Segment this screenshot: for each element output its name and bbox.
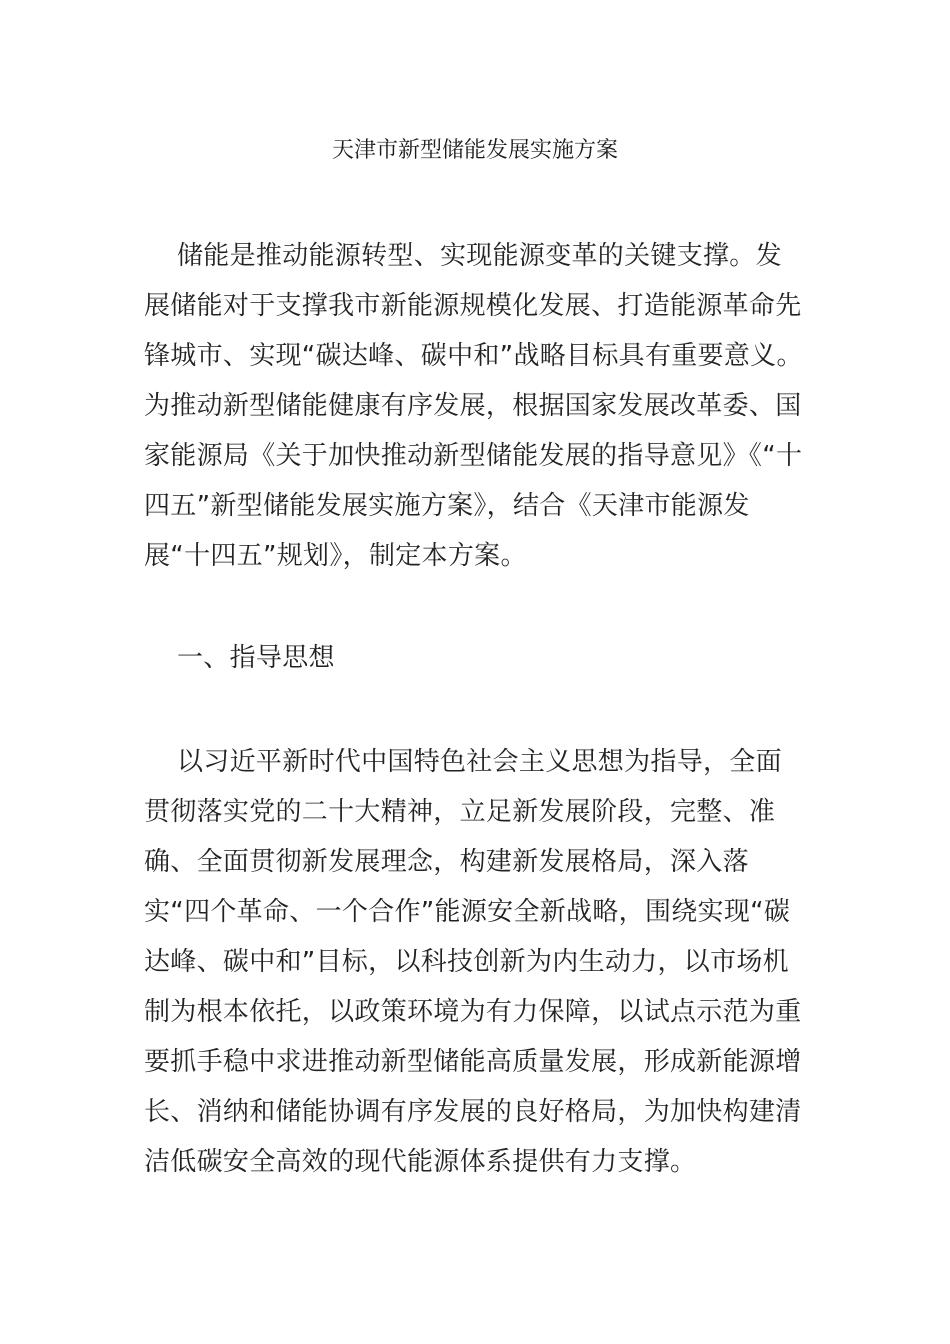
intro-paragraph: 储能是推动能源转型、实现能源变革的关键支撑。发展储能对于支撑我市新能源规模化发展、打造能源革命先锋城市、实现“碳达峰、碳中和”战略目标具有重要意义。为推动新型储能健康有序发展，根据国家发展改革委、国家能源局《关于加快推动新型储能发展的指导意见》《“十四五”新型储能发展实施方案》，结合《天津市能源发展“十四五”规划》，制定本方案。: [144, 241, 803, 571]
document-title: 天津市新型储能发展实施方案: [331, 138, 618, 163]
section-heading-guiding-ideology: 一、指导思想: [177, 643, 335, 673]
guiding-ideology-paragraph: 以习近平新时代中国特色社会主义思想为指导，全面贯彻落实党的二十大精神，立足新发展阶段，完整、准确、全面贯彻新发展理念，构建新发展格局，深入落实“四个革命、一个合作”能源安全新战略，围绕实现“碳达峰、碳中和”目标，以科技创新为内生动力，以市场机制为根本依托，以政策环境为有力保障，以试点示范为重要抓手稳中求进推动新型储能高质量发展，形成新能源增长、消纳和储能协调有序发展的良好格局，为加快构建清洁低碳安全高效的现代能源体系提供有力支撑。: [144, 747, 802, 1177]
